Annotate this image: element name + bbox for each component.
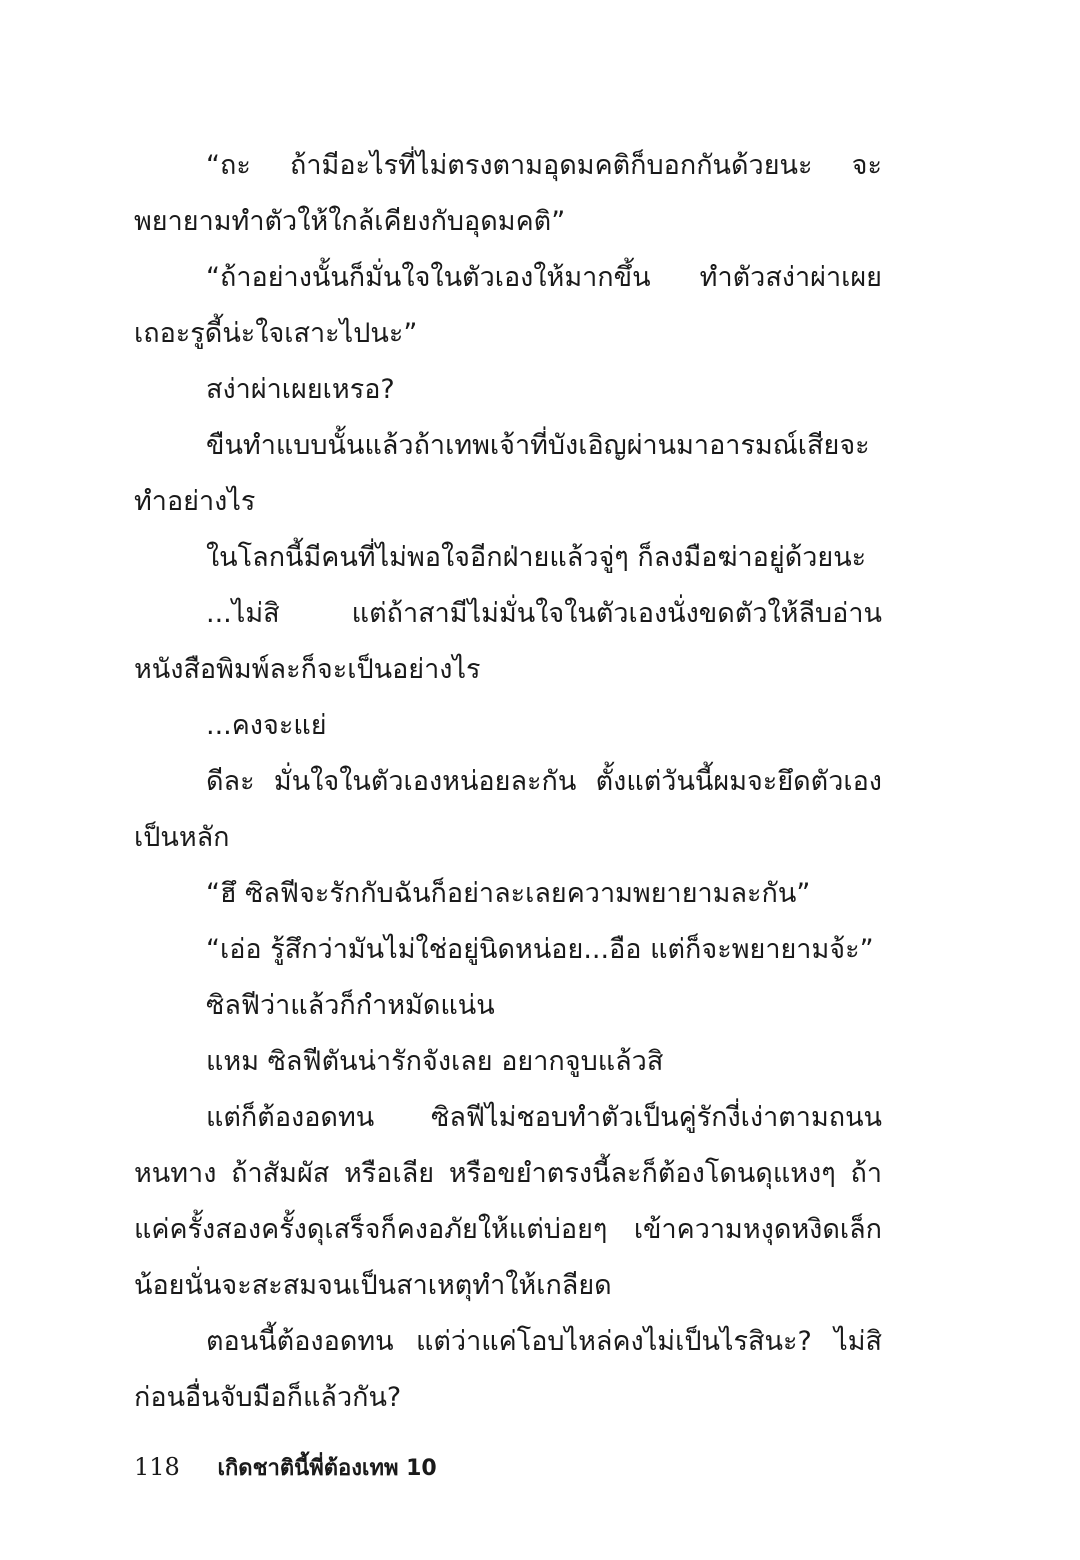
paragraph-5: ในโลกนี้มีคนที่ไม่พอใจอีกฝ่ายแล้วจู่ๆ ก็ลงมือฆ่าอยู่ด้วยนะ [206, 542, 867, 573]
paragraph-10: “เอ่อ รู้สึกว่ามันไม่ใช่อยู่นิดหน่อย...อือ แต่ก็จะพยายามจ้ะ” [206, 934, 874, 965]
paragraph-11: ซิลฟีว่าแล้วก็กำหมัดแน่น [206, 990, 495, 1021]
paragraph-14: ตอนนี้ต้องอดทน แต่ว่าแค่โอบไหล่คงไม่เป็นไรสินะ? ไม่สิ ก่อนอื่นจับมือก็แล้วกัน? [134, 1326, 882, 1413]
page-number: 118 [134, 1453, 180, 1481]
running-book-title: เกิดชาตินี้พี่ต้องเทพ 10 [217, 1456, 437, 1481]
page-footer [134, 1452, 437, 1484]
paragraph-12: แหม ซิลฟีตันน่ารักจังเลย อยากจูบแล้วสิ [206, 1046, 664, 1077]
paragraph-6: ...ไม่สิ แต่ถ้าสามีไม่มั่นใจในตัวเองนั่งขดตัวให้ลีบอ่านหนังสือพิมพ์ละก็จะเป็นอย่างไร [134, 598, 882, 685]
paragraph-9: “ฮึ ซิลฟีจะรักกับฉันก็อย่าละเลยความพยายามละกัน” [206, 878, 811, 909]
paragraph-2: “ถ้าอย่างนั้นก็มั่นใจในตัวเองให้มากขึ้น ทำตัวสง่าผ่าเผยเถอะรูดี้น่ะใจเสาะไปนะ” [134, 262, 882, 349]
paragraph-7: ...คงจะแย่ [206, 710, 327, 741]
paragraph-3: สง่าผ่าเผยเหรอ? [206, 374, 395, 405]
paragraph-13: แต่ก็ต้องอดทน ซิลฟีไม่ชอบทำตัวเป็นคู่รักงี่เง่าตามถนนหนทาง ถ้าสัมผัส หรือเลีย หรือขยำตรงนี้ละก็ต้องโดนดุแหงๆ ถ้าแค่ครั้งสองครั้งดุเสร็จก็คงอภัยให้แต่บ่อยๆ เข้าความหงุดหงิดเล็กน้อยนั่นจะสะสมจนเป็นสาเหตุทำให้เกลียด [134, 1102, 882, 1301]
paragraph-8: ดีละ มั่นใจในตัวเองหน่อยละกัน ตั้งแต่วันนี้ผมจะยึดตัวเองเป็นหลัก [134, 766, 882, 853]
paragraph-4: ขืนทำแบบนั้นแล้วถ้าเทพเจ้าที่บังเอิญผ่านมาอารมณ์เสียจะทำอย่างไร [134, 430, 870, 517]
paragraph-1: “ถะ ถ้ามีอะไรที่ไม่ตรงตามอุดมคติก็บอกกันด้วยนะ จะพยายามทำตัวให้ใกล้เคียงกับอุดมคติ” [134, 150, 882, 237]
page-body-text [134, 138, 882, 1426]
